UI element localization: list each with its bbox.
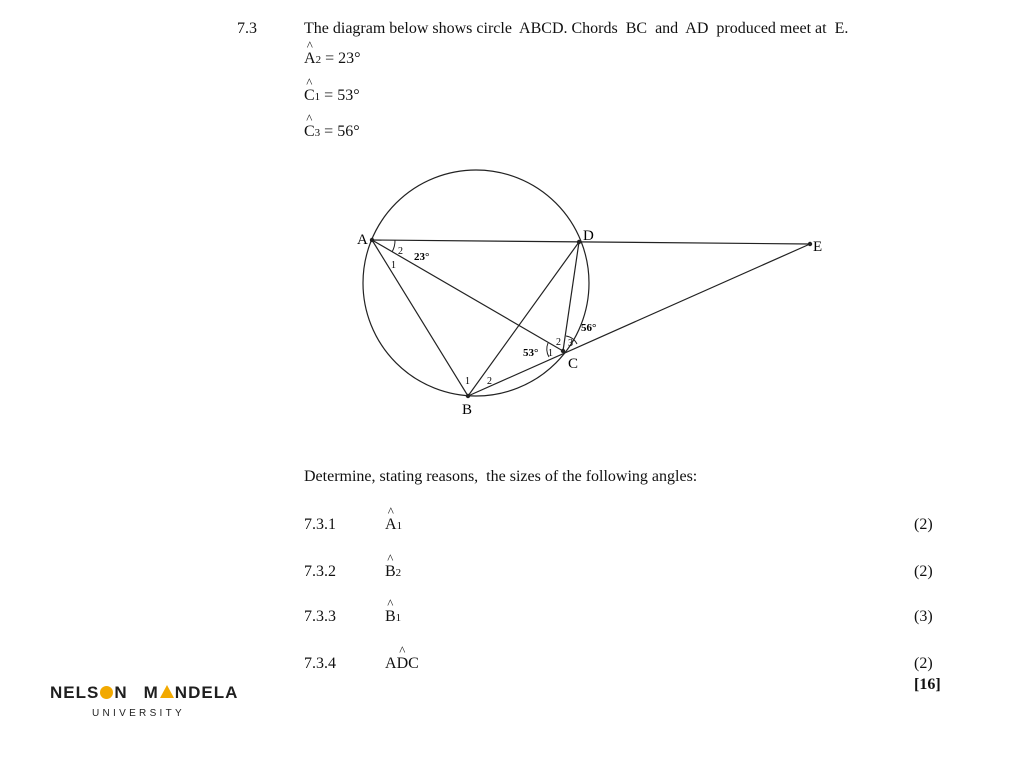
given-angle-c1: [304, 75, 360, 105]
instruction-text: Determine, stating reasons, the sizes of the following angles:: [304, 468, 698, 485]
label-a: A: [357, 232, 368, 248]
subquestion-number: 7.3.1: [304, 516, 336, 533]
circle-diagram: [300, 160, 860, 425]
point-a: [370, 238, 374, 242]
given-value: = 53°: [324, 87, 360, 104]
given-subscript: 2: [315, 54, 322, 66]
angle-value-c1: 53°: [523, 347, 539, 359]
circle-abcd: [363, 170, 589, 396]
university-logo: [50, 683, 238, 703]
angle-label-c2: 2: [556, 337, 561, 348]
marks-label: (2): [914, 516, 933, 533]
angle-label-c3: 3: [568, 338, 573, 349]
chord-bd: [468, 242, 579, 396]
given-value: = 56°: [324, 123, 360, 140]
angle-subscript: 2: [395, 567, 402, 579]
angle-letter: B: [385, 563, 396, 580]
point-b: [466, 394, 470, 398]
logo-university-text: UNIVERSITY: [92, 708, 186, 719]
hat-icon: ^: [399, 643, 406, 658]
logo-text: NDELA: [174, 683, 239, 702]
marks-label: (2): [914, 563, 933, 580]
subquestion-number: 7.3.3: [304, 608, 336, 625]
angle-value-a2: 23°: [414, 251, 430, 263]
subquestion-angle: [385, 596, 402, 626]
subquestion-number: 7.3.2: [304, 563, 336, 580]
given-subscript: 1: [314, 91, 321, 103]
given-letter: C: [304, 87, 315, 104]
angle-label-c1: 1: [548, 348, 553, 359]
point-e: [808, 242, 812, 246]
label-e: E: [813, 239, 823, 255]
orange-triangle-icon: [160, 685, 174, 698]
point-c: [561, 349, 565, 353]
logo-text: M: [143, 683, 159, 702]
subquestion-number: 7.3.4: [304, 655, 336, 672]
hat-icon: ^: [387, 596, 394, 611]
angle-letter: A: [385, 516, 397, 533]
angle-arc-a: [392, 240, 395, 252]
label-c: C: [568, 356, 579, 372]
marks-label: (3): [914, 608, 933, 625]
given-letter: C: [304, 123, 315, 140]
angle-suffix: C: [408, 655, 419, 672]
given-letter: A: [304, 50, 316, 67]
angle-subscript: 1: [396, 520, 403, 532]
hat-icon: ^: [306, 75, 313, 90]
angle-value-c3: 56°: [581, 322, 597, 334]
angle-letter: D: [396, 655, 409, 672]
angle-label-a1: 1: [391, 260, 396, 271]
marks-label: (2): [914, 655, 933, 672]
subquestion-angle: [385, 643, 419, 673]
hat-icon: ^: [306, 38, 313, 53]
given-angle-c3: [304, 111, 360, 141]
angle-prefix: A: [385, 655, 397, 672]
total-marks: [16]: [914, 676, 941, 693]
label-d: D: [583, 228, 594, 244]
logo-text: NELS: [50, 683, 100, 702]
given-angle-a2: [304, 38, 361, 68]
hat-icon: ^: [387, 504, 394, 519]
angle-label-b1: 1: [465, 376, 470, 387]
hat-icon: ^: [387, 551, 394, 566]
hat-icon: ^: [306, 111, 313, 126]
label-b: B: [462, 402, 473, 418]
logo-text: N: [114, 683, 128, 702]
given-value: = 23°: [325, 50, 361, 67]
question-number: 7.3: [237, 20, 257, 37]
angle-letter: B: [385, 608, 396, 625]
angle-label-a2: 2: [398, 246, 403, 257]
angle-label-b2: 2: [487, 376, 492, 387]
line-be: [468, 244, 810, 396]
point-d: [577, 240, 581, 244]
orange-circle-icon: [100, 686, 113, 699]
chord-ab: [372, 240, 468, 396]
question-statement: The diagram below shows circle ABCD. Chords BC and AD produced meet at E.: [304, 20, 849, 37]
angle-subscript: 1: [395, 612, 402, 624]
subquestion-angle: [385, 551, 402, 581]
given-subscript: 3: [314, 127, 321, 139]
subquestion-angle: [385, 504, 403, 534]
